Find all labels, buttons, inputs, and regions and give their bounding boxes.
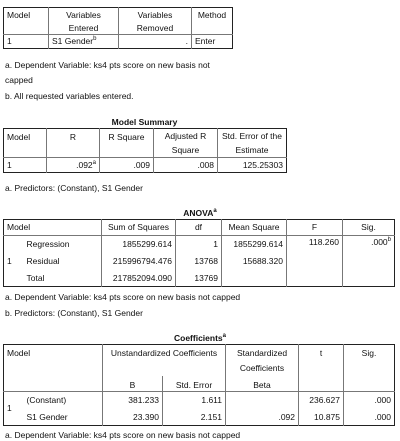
coef-model-number: 1 bbox=[4, 392, 24, 426]
anova-model-number: 1 bbox=[4, 236, 24, 287]
coef-header-sig: Sig. bbox=[361, 348, 377, 358]
anova-cell-ss: 1855299.614 bbox=[102, 236, 176, 253]
coefficients-title: Coefficients$^a$ bbox=[174, 333, 226, 343]
coef-cell-b: 23.390 bbox=[103, 409, 163, 426]
header-entered-line1: Variables bbox=[49, 8, 119, 22]
coef-cell-b: 381.233 bbox=[103, 392, 163, 409]
coef-cell-sig: .000 bbox=[344, 392, 395, 409]
model-summary-note: a. Predictors: (Constant), S1 Gender bbox=[5, 183, 143, 193]
anova-header-f: F bbox=[287, 220, 343, 236]
coefficients-note: a. Dependent Variable: ks4 pts score on new basis not capped bbox=[5, 430, 241, 440]
ms-header-adjusted-line2: Square bbox=[154, 144, 218, 158]
anova-cell-f bbox=[287, 270, 343, 287]
coef-cell-sig: .000 bbox=[374, 411, 391, 422]
ms-header-adjusted-line1: Adjusted R bbox=[154, 129, 218, 144]
cell-method: Enter bbox=[192, 35, 233, 49]
coef-header-std-error: Std. Error bbox=[163, 376, 226, 392]
ms-header-r-square: R Square bbox=[100, 129, 154, 158]
coef-header-unstandardized: Unstandardized Coefficients bbox=[103, 345, 226, 376]
anova-table bbox=[3, 219, 395, 287]
coef-header-model: Model bbox=[4, 345, 103, 392]
row-model: 1 bbox=[4, 35, 49, 49]
cell-removed: . bbox=[119, 35, 192, 49]
coef-header-standardized-line2: Coefficients bbox=[226, 362, 299, 376]
ms-header-se-line1: Std. Error of the bbox=[222, 131, 282, 141]
ms-cell-r: .092$^a$ bbox=[47, 158, 100, 173]
coef-row-label: (Constant) bbox=[24, 392, 103, 409]
coef-cell-beta: .092 bbox=[226, 409, 299, 426]
anova-cell-ss: 217852094.090 bbox=[102, 270, 176, 287]
anova-cell-ss: 215996794.476 bbox=[102, 253, 176, 270]
anova-header-ss: Sum of Squares bbox=[102, 220, 176, 236]
model-summary-title: Model Summary bbox=[111, 117, 178, 127]
coef-header-beta: Beta bbox=[226, 376, 299, 392]
header-method: Method bbox=[197, 10, 227, 20]
anova-row-label: Total bbox=[24, 270, 102, 287]
model-summary-table bbox=[3, 128, 287, 173]
header-removed-line1: Variables bbox=[119, 8, 192, 22]
ms-cell-r-square: .009 bbox=[100, 158, 154, 173]
coef-cell-std-error: 1.611 bbox=[163, 392, 226, 409]
anova-header-ms: Mean Square bbox=[222, 220, 287, 236]
coef-cell-t: 10.875 bbox=[299, 409, 344, 426]
coef-header-b: B bbox=[103, 376, 163, 392]
variables-entered-table bbox=[3, 7, 233, 49]
anova-cell-sig bbox=[343, 270, 395, 287]
ms-header-model: Model bbox=[4, 129, 47, 158]
anova-row-label: Regression bbox=[24, 236, 102, 253]
coef-header-standardized-line1: Standardized bbox=[226, 345, 299, 362]
coef-cell-beta bbox=[226, 392, 299, 409]
anova-note-b: b. Predictors: (Constant), S1 Gender bbox=[5, 308, 143, 318]
anova-note-a: a. Dependent Variable: ks4 pts score on new basis not capped bbox=[5, 292, 241, 302]
anova-header-model: Model bbox=[4, 220, 102, 236]
coef-header-t: t bbox=[299, 345, 344, 392]
ms-row-model: 1 bbox=[4, 158, 47, 173]
header-entered-line2: Entered bbox=[49, 22, 119, 35]
coef-cell-t: 236.627 bbox=[299, 392, 344, 409]
anova-cell-ms: 1855299.614 bbox=[222, 236, 287, 253]
anova-cell-sig: .000$^b$ bbox=[343, 236, 395, 253]
anova-cell-df: 1 bbox=[176, 236, 222, 253]
variables-note-a-cont: capped bbox=[5, 75, 33, 85]
anova-cell-df: 13769 bbox=[176, 270, 222, 287]
anova-cell-ms: 15688.320 bbox=[222, 253, 287, 270]
anova-cell-f bbox=[287, 253, 343, 270]
anova-row-label: Residual bbox=[24, 253, 102, 270]
header-model: Model bbox=[4, 8, 49, 35]
anova-header-sig: Sig. bbox=[361, 222, 376, 233]
anova-cell-sig bbox=[343, 253, 395, 270]
ms-cell-adjusted: .008 bbox=[154, 158, 218, 173]
anova-cell-ms bbox=[222, 270, 287, 287]
anova-title: ANOVA$^a$ bbox=[183, 208, 217, 218]
ms-header-r: R bbox=[47, 129, 100, 158]
anova-header-df: df bbox=[176, 220, 222, 236]
anova-cell-df: 13768 bbox=[176, 253, 222, 270]
header-removed-line2: Removed bbox=[119, 22, 192, 35]
ms-header-se-line2: Estimate bbox=[235, 145, 269, 155]
cell-entered: S1 Gender$^b$ bbox=[49, 35, 119, 49]
variables-note-b: b. All requested variables entered. bbox=[5, 91, 134, 101]
coefficients-table bbox=[3, 344, 395, 426]
ms-cell-se: 125.25303 bbox=[218, 158, 287, 173]
anova-cell-f: 118.260 bbox=[287, 236, 343, 253]
variables-note-a: a. Dependent Variable: ks4 pts score on new basis not bbox=[5, 60, 210, 70]
coef-cell-std-error: 2.151 bbox=[163, 409, 226, 426]
coef-row-label: S1 Gender bbox=[24, 409, 103, 426]
